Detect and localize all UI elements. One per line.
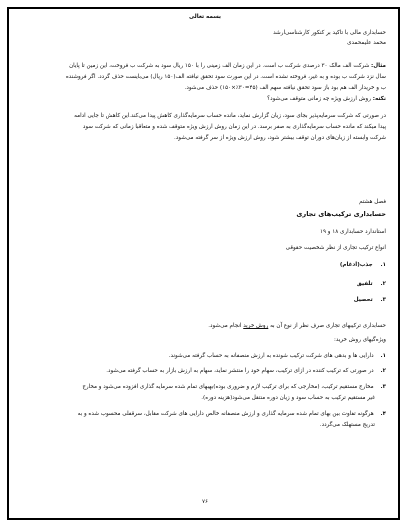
feature-number: ۲.	[380, 368, 386, 374]
standard-line: استاندارد حسابداری ۱۸ و ۱۹	[319, 229, 386, 235]
feature-item-4-cont: تدریج مستهلک می‌گردد.	[319, 422, 375, 428]
paragraph-line-2: پیدا میکند که مانده حساب سرمایه‌گذاری به صفر برسد. در این زمان روش ارزش ویژه متوقف شده و متعاقبا زمانی که شرکت سود	[82, 124, 386, 130]
type-item-1	[340, 261, 386, 269]
paragraph-line-3: شرکت وابسته از زیان‌های دوران توقف بیشتر شود، روش ارزش ویژه از سر گرفته می‌شود.	[174, 135, 386, 141]
chapter-number: فصل هشتم	[359, 199, 386, 205]
feature-text: دارایی ها و بدهی های شرکت ترکیب شونده به ارزش منصفانه به حساب گرفته می‌شوند.	[168, 353, 374, 359]
book-title: حسابداری مالی با تاکید بر کنکور کارشناسی‌ارشد	[273, 30, 386, 36]
types-intro: انواع ترکیب تجاری از نظر شخصیت حقوقی	[285, 245, 386, 251]
feature-item-3	[82, 383, 386, 391]
example-line-1	[24, 62, 386, 70]
feature-text: هرگونه تفاوت بین بهای تمام شده سرمایه گذاری و ارزش منصفانه خالص دارایی های شرکت مقابل، سرقفلی محسوب شده و به	[77, 411, 374, 417]
example-line-2: سال نزد شرکت ب بوده و به غیر، فروخته نشده است. در این صورت سود تحقق نیافته الف(۱۵۰ ریال) می‌بایست حذف گردد. اگر فروشنده	[65, 74, 386, 80]
feature-number: ۱.	[380, 353, 386, 359]
note-label: نکته:	[372, 96, 386, 102]
bismillah: بسمه تعالی	[188, 14, 221, 20]
purchase-intro-b: انجام می‌شود.	[208, 323, 242, 329]
feature-item-1	[169, 352, 386, 360]
purchase-intro	[208, 322, 386, 330]
page-number: ۷۶	[201, 499, 208, 505]
feature-text: مخارج مستقیم ترکیب، (مخارجی که برای ترکیب لازم و ضروری بوده)بهبهای تمام شده سرمایه گذاری افزوده می‌شود و مخارج	[82, 384, 374, 390]
example-line-3: ب و خریدار الف هم بود باز سود تحقق نیافته سهم الف (۴۵=۳۰٪×۱۵۰) حذف می‌شود.	[184, 85, 386, 91]
type-label: تحصیل	[353, 297, 373, 303]
author-name: محمد علیمحمدی	[347, 40, 386, 46]
features-title: ویژه‌گیهای روش خرید:	[334, 337, 386, 343]
feature-item-4	[78, 410, 386, 418]
paragraph-line-1: در صورتی که شرکت سرمایه‌پذیر بجای سود، زیان گزارش نماید، مانده حساب سرمایه‌گذاری کاهش پیدا می‌کند.این کاهش تا جایی ادامه	[74, 113, 386, 119]
note-line	[267, 95, 386, 103]
type-label: جذب(ادغام)	[339, 262, 373, 268]
type-number: ۱.	[380, 262, 386, 268]
feature-number: ۳.	[380, 384, 386, 390]
type-item-3	[354, 296, 386, 304]
purchase-intro-a: حسابداری ترکیبهای تجاری صرف نظر از نوع آن به	[270, 323, 386, 329]
type-item-2	[357, 280, 386, 288]
example-label: مثال:	[371, 63, 386, 69]
chapter-title: حسابداری ترکیب‌های تجاری	[296, 210, 386, 218]
type-number: ۲.	[380, 281, 386, 287]
type-label: تلفیق	[356, 281, 373, 287]
example-text-1: شرکت الف مالک ۳۰ درصدی شرکت ب است. در این زمان الف زمینی را با ۱۵۰ ریال سود به شرکت ب فروخت، این زمین تا پایان	[69, 63, 370, 69]
feature-text: در صورتی که ترکیب کننده در ازای ترکیب، سهام خود را منتشر نماید، سهام به ارزش بازار به حساب گرفته می‌شود.	[106, 368, 374, 374]
feature-item-2	[106, 367, 386, 375]
note-text: روش ارزش ویژه چه زمانی متوقف می‌شود؟	[267, 96, 371, 102]
feature-number: ۴.	[380, 411, 386, 417]
type-number: ۳.	[380, 297, 386, 303]
purchase-method-term: روش خرید	[243, 323, 269, 329]
feature-item-3-cont: غیر مستقیم ترکیب به حساب سود و زیان دوره منتقل می‌شود(هزینه دوره).	[201, 395, 375, 401]
